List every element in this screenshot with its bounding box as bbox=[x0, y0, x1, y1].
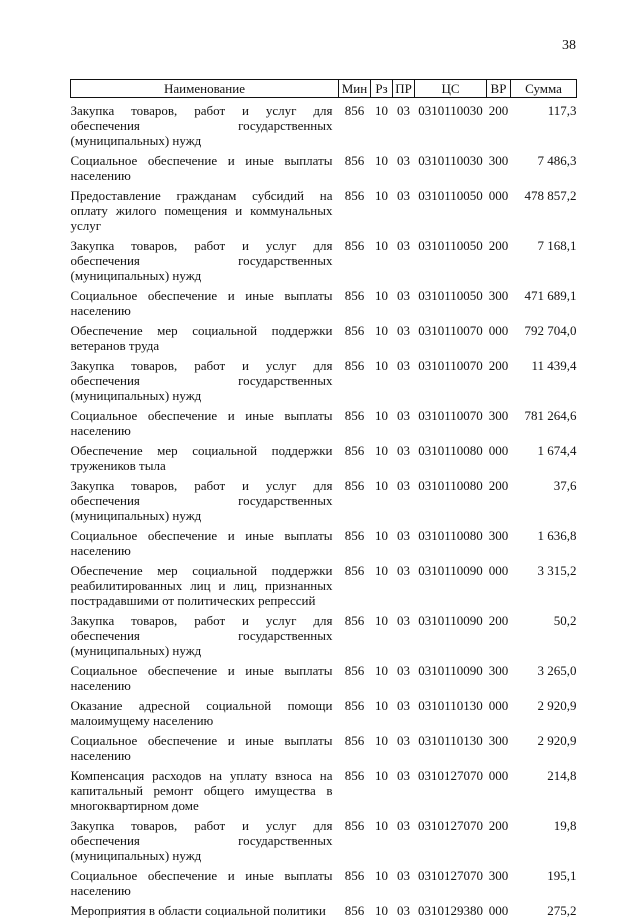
table-body bbox=[71, 98, 577, 918]
cell-rz: 10 bbox=[371, 473, 393, 523]
column-header-vr: ВР bbox=[487, 80, 511, 98]
cell-sum: 2 920,9 bbox=[511, 728, 577, 763]
cell-name: Оказание адресной социальной помощи малоимущему населению bbox=[71, 693, 339, 728]
cell-name: Обеспечение мер социальной поддержки тружеников тыла bbox=[71, 438, 339, 473]
table-row bbox=[71, 473, 577, 523]
table-row bbox=[71, 523, 577, 558]
cell-pr: 03 bbox=[393, 473, 415, 523]
column-header-min: Мин bbox=[339, 80, 371, 98]
cell-min: 856 bbox=[339, 473, 371, 523]
cell-vr: 000 bbox=[487, 183, 511, 233]
cell-vr: 200 bbox=[487, 608, 511, 658]
cell-name: Компенсация расходов на уплату взноса на капитальный ремонт общего имущества в многоквартирном доме bbox=[71, 763, 339, 813]
table-row bbox=[71, 658, 577, 693]
cell-name: Социальное обеспечение и иные выплаты населению bbox=[71, 148, 339, 183]
table-row bbox=[71, 558, 577, 608]
cell-vr: 000 bbox=[487, 898, 511, 918]
cell-cs: 0310110050 bbox=[415, 233, 487, 283]
cell-sum: 7 486,3 bbox=[511, 148, 577, 183]
cell-sum: 471 689,1 bbox=[511, 283, 577, 318]
cell-vr: 300 bbox=[487, 403, 511, 438]
cell-min: 856 bbox=[339, 693, 371, 728]
cell-pr: 03 bbox=[393, 558, 415, 608]
cell-vr: 200 bbox=[487, 98, 511, 149]
column-header-cs: ЦС bbox=[415, 80, 487, 98]
cell-vr: 000 bbox=[487, 438, 511, 473]
cell-min: 856 bbox=[339, 558, 371, 608]
cell-cs: 0310127070 bbox=[415, 863, 487, 898]
table-row bbox=[71, 183, 577, 233]
cell-vr: 000 bbox=[487, 318, 511, 353]
cell-pr: 03 bbox=[393, 148, 415, 183]
cell-rz: 10 bbox=[371, 658, 393, 693]
cell-rz: 10 bbox=[371, 558, 393, 608]
cell-rz: 10 bbox=[371, 98, 393, 149]
cell-sum: 3 265,0 bbox=[511, 658, 577, 693]
column-header-name: Наименование bbox=[71, 80, 339, 98]
cell-rz: 10 bbox=[371, 813, 393, 863]
cell-cs: 0310110050 bbox=[415, 283, 487, 318]
cell-sum: 37,6 bbox=[511, 473, 577, 523]
cell-cs: 0310110070 bbox=[415, 403, 487, 438]
cell-min: 856 bbox=[339, 98, 371, 149]
cell-rz: 10 bbox=[371, 693, 393, 728]
cell-pr: 03 bbox=[393, 728, 415, 763]
cell-cs: 0310110080 bbox=[415, 438, 487, 473]
cell-vr: 300 bbox=[487, 148, 511, 183]
cell-pr: 03 bbox=[393, 763, 415, 813]
cell-pr: 03 bbox=[393, 98, 415, 149]
table-row bbox=[71, 608, 577, 658]
cell-min: 856 bbox=[339, 318, 371, 353]
cell-rz: 10 bbox=[371, 183, 393, 233]
cell-rz: 10 bbox=[371, 728, 393, 763]
cell-vr: 200 bbox=[487, 813, 511, 863]
cell-min: 856 bbox=[339, 523, 371, 558]
cell-name: Социальное обеспечение и иные выплаты населению bbox=[71, 283, 339, 318]
cell-cs: 0310110080 bbox=[415, 523, 487, 558]
cell-cs: 0310110080 bbox=[415, 473, 487, 523]
cell-cs: 0310110030 bbox=[415, 148, 487, 183]
table-header-row bbox=[71, 80, 577, 98]
cell-sum: 792 704,0 bbox=[511, 318, 577, 353]
cell-name: Закупка товаров, работ и услуг для обеспечения государственных (муниципальных) нужд bbox=[71, 353, 339, 403]
cell-name: Предоставление гражданам субсидий на оплату жилого помещения и коммунальных услуг bbox=[71, 183, 339, 233]
cell-vr: 300 bbox=[487, 728, 511, 763]
cell-pr: 03 bbox=[393, 318, 415, 353]
table-row bbox=[71, 438, 577, 473]
cell-sum: 19,8 bbox=[511, 813, 577, 863]
cell-min: 856 bbox=[339, 233, 371, 283]
cell-vr: 200 bbox=[487, 353, 511, 403]
table-row bbox=[71, 728, 577, 763]
table-row bbox=[71, 233, 577, 283]
cell-cs: 0310110070 bbox=[415, 318, 487, 353]
cell-cs: 0310110090 bbox=[415, 658, 487, 693]
cell-pr: 03 bbox=[393, 898, 415, 918]
cell-rz: 10 bbox=[371, 148, 393, 183]
cell-name: Социальное обеспечение и иные выплаты населению bbox=[71, 523, 339, 558]
cell-sum: 1 636,8 bbox=[511, 523, 577, 558]
column-header-pr: ПР bbox=[393, 80, 415, 98]
cell-sum: 3 315,2 bbox=[511, 558, 577, 608]
cell-pr: 03 bbox=[393, 608, 415, 658]
table-row bbox=[71, 283, 577, 318]
cell-sum: 1 674,4 bbox=[511, 438, 577, 473]
budget-table bbox=[70, 79, 577, 918]
cell-pr: 03 bbox=[393, 523, 415, 558]
cell-pr: 03 bbox=[393, 863, 415, 898]
cell-min: 856 bbox=[339, 813, 371, 863]
cell-sum: 11 439,4 bbox=[511, 353, 577, 403]
cell-pr: 03 bbox=[393, 283, 415, 318]
cell-cs: 0310110070 bbox=[415, 353, 487, 403]
cell-cs: 0310110090 bbox=[415, 608, 487, 658]
cell-min: 856 bbox=[339, 608, 371, 658]
cell-vr: 200 bbox=[487, 233, 511, 283]
cell-name: Социальное обеспечение и иные выплаты населению bbox=[71, 728, 339, 763]
table-row bbox=[71, 898, 577, 918]
cell-cs: 0310127070 bbox=[415, 763, 487, 813]
cell-min: 856 bbox=[339, 898, 371, 918]
cell-vr: 300 bbox=[487, 658, 511, 693]
cell-vr: 000 bbox=[487, 763, 511, 813]
cell-cs: 0310127070 bbox=[415, 813, 487, 863]
cell-pr: 03 bbox=[393, 813, 415, 863]
cell-min: 856 bbox=[339, 148, 371, 183]
cell-pr: 03 bbox=[393, 693, 415, 728]
cell-pr: 03 bbox=[393, 183, 415, 233]
cell-name: Социальное обеспечение и иные выплаты населению bbox=[71, 403, 339, 438]
cell-sum: 275,2 bbox=[511, 898, 577, 918]
column-header-sum: Сумма bbox=[511, 80, 577, 98]
cell-name: Социальное обеспечение и иные выплаты населению bbox=[71, 863, 339, 898]
cell-rz: 10 bbox=[371, 318, 393, 353]
cell-rz: 10 bbox=[371, 608, 393, 658]
cell-rz: 10 bbox=[371, 763, 393, 813]
table-row bbox=[71, 693, 577, 728]
table-row bbox=[71, 98, 577, 149]
cell-name: Мероприятия в области социальной политики bbox=[71, 898, 339, 918]
cell-vr: 000 bbox=[487, 693, 511, 728]
cell-min: 856 bbox=[339, 183, 371, 233]
cell-rz: 10 bbox=[371, 233, 393, 283]
cell-rz: 10 bbox=[371, 863, 393, 898]
cell-name: Закупка товаров, работ и услуг для обеспечения государственных (муниципальных) нужд bbox=[71, 608, 339, 658]
cell-name: Обеспечение мер социальной поддержки реабилитированных лиц и лиц, признанных пострадавшими от политических репрессий bbox=[71, 558, 339, 608]
cell-sum: 214,8 bbox=[511, 763, 577, 813]
cell-sum: 781 264,6 bbox=[511, 403, 577, 438]
table-row bbox=[71, 813, 577, 863]
table-row bbox=[71, 863, 577, 898]
cell-cs: 0310110030 bbox=[415, 98, 487, 149]
table-row bbox=[71, 148, 577, 183]
cell-min: 856 bbox=[339, 863, 371, 898]
cell-min: 856 bbox=[339, 438, 371, 473]
cell-cs: 0310110130 bbox=[415, 728, 487, 763]
cell-pr: 03 bbox=[393, 438, 415, 473]
column-header-rz: Рз bbox=[371, 80, 393, 98]
cell-min: 856 bbox=[339, 403, 371, 438]
cell-rz: 10 bbox=[371, 898, 393, 918]
cell-pr: 03 bbox=[393, 353, 415, 403]
cell-name: Закупка товаров, работ и услуг для обеспечения государственных (муниципальных) нужд bbox=[71, 813, 339, 863]
cell-rz: 10 bbox=[371, 353, 393, 403]
cell-vr: 200 bbox=[487, 473, 511, 523]
cell-vr: 300 bbox=[487, 523, 511, 558]
cell-name: Закупка товаров, работ и услуг для обеспечения государственных (муниципальных) нужд bbox=[71, 233, 339, 283]
cell-min: 856 bbox=[339, 658, 371, 693]
page-number: 38 bbox=[562, 38, 576, 54]
cell-sum: 50,2 bbox=[511, 608, 577, 658]
table-row bbox=[71, 353, 577, 403]
cell-sum: 2 920,9 bbox=[511, 693, 577, 728]
cell-vr: 300 bbox=[487, 863, 511, 898]
cell-sum: 478 857,2 bbox=[511, 183, 577, 233]
cell-cs: 0310110050 bbox=[415, 183, 487, 233]
cell-pr: 03 bbox=[393, 233, 415, 283]
cell-rz: 10 bbox=[371, 438, 393, 473]
cell-min: 856 bbox=[339, 283, 371, 318]
table-row bbox=[71, 403, 577, 438]
cell-min: 856 bbox=[339, 353, 371, 403]
cell-cs: 0310110130 bbox=[415, 693, 487, 728]
cell-sum: 195,1 bbox=[511, 863, 577, 898]
cell-cs: 0310129380 bbox=[415, 898, 487, 918]
cell-rz: 10 bbox=[371, 403, 393, 438]
table-row bbox=[71, 763, 577, 813]
cell-min: 856 bbox=[339, 728, 371, 763]
cell-vr: 300 bbox=[487, 283, 511, 318]
cell-cs: 0310110090 bbox=[415, 558, 487, 608]
cell-sum: 117,3 bbox=[511, 98, 577, 149]
cell-min: 856 bbox=[339, 763, 371, 813]
cell-pr: 03 bbox=[393, 403, 415, 438]
cell-sum: 7 168,1 bbox=[511, 233, 577, 283]
cell-name: Обеспечение мер социальной поддержки ветеранов труда bbox=[71, 318, 339, 353]
cell-name: Социальное обеспечение и иные выплаты населению bbox=[71, 658, 339, 693]
cell-vr: 000 bbox=[487, 558, 511, 608]
cell-rz: 10 bbox=[371, 283, 393, 318]
cell-rz: 10 bbox=[371, 523, 393, 558]
table-row bbox=[71, 318, 577, 353]
cell-pr: 03 bbox=[393, 658, 415, 693]
cell-name: Закупка товаров, работ и услуг для обеспечения государственных (муниципальных) нужд bbox=[71, 98, 339, 149]
cell-name: Закупка товаров, работ и услуг для обеспечения государственных (муниципальных) нужд bbox=[71, 473, 339, 523]
